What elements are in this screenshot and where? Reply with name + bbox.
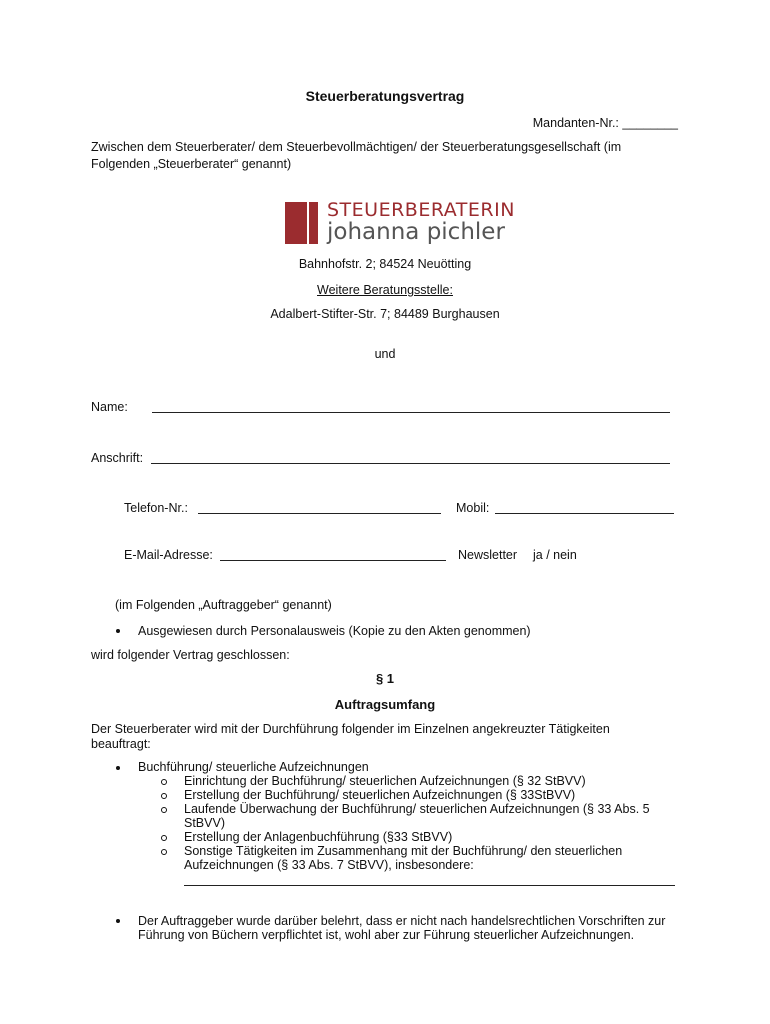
secondary-office-label: Weitere Beratungsstelle: [317, 283, 453, 297]
section-intro: Der Steuerberater wird mit der Durchführung folgender im Einzelnen angekreuzter Tätigkeiten beauftragt: [91, 722, 610, 751]
sub-item: Sonstige Tätigkeiten im Zusammenhang mit der Buchführung/ den steuerlichen Aufzeichnungen (§ 33 Abs. 7 StBVV), insbesondere: [184, 844, 623, 872]
sub-item: Einrichtung der Buchführung/ steuerlichen Aufzeichnungen (§ 32 StBVV) [184, 774, 586, 788]
mobile-input-line[interactable] [495, 513, 674, 514]
bullet-icon [116, 919, 120, 923]
other-tasks-input-line[interactable] [184, 885, 675, 886]
bullet-icon [116, 629, 120, 633]
name-label: Name: [91, 400, 128, 414]
newsletter-options[interactable]: ja / nein [533, 548, 577, 562]
id-verification-text: Ausgewiesen durch Personalausweis (Kopie zu den Akten genommen) [138, 624, 531, 638]
checkbox-circle-icon[interactable] [161, 849, 167, 855]
client-number-field[interactable]: Mandanten-Nr.: ________ [532, 116, 678, 130]
sub-item: Erstellung der Buchführung/ steuerlichen Aufzeichnungen (§ 33StBVV) [184, 788, 576, 802]
logo-mark-stripe-icon [309, 202, 318, 244]
sub-item: Laufende Überwachung der Buchführung/ steuerlichen Aufzeichnungen (§ 33 Abs. 5 StBVV) [184, 802, 650, 830]
phone-label: Telefon-Nr.: [124, 501, 188, 515]
checkbox-circle-icon[interactable] [161, 807, 167, 813]
email-input-line[interactable] [220, 560, 446, 561]
section-title: Auftragsumfang [334, 697, 436, 712]
checkbox-circle-icon[interactable] [161, 793, 167, 799]
secondary-address: Adalbert-Stifter-Str. 7; 84489 Burghausen [270, 307, 500, 321]
name-input-line[interactable] [152, 412, 670, 413]
document-title: Steuerberatungsvertrag [305, 88, 465, 104]
secondary-office-label-wrap [0, 283, 770, 297]
address-label: Anschrift: [91, 451, 144, 465]
checkbox-circle-icon[interactable] [161, 779, 167, 785]
checkbox-circle-icon[interactable] [161, 835, 167, 841]
client-designation-note: (im Folgenden „Auftraggeber“ genannt) [115, 598, 332, 612]
mobile-label: Mobil: [456, 501, 490, 515]
main-address: Bahnhofstr. 2; 84524 Neuötting [298, 257, 472, 271]
section-number: § 1 [375, 671, 395, 686]
sub-item: Erstellung der Anlagenbuchführung (§33 StBVV) [184, 830, 453, 844]
phone-input-line[interactable] [198, 513, 441, 514]
bookkeeping-notice: Der Auftraggeber wurde darüber belehrt, dass er nicht nach handelsrechtlichen Vorschriften zur Führung von Büchern verpflichtet ist, wohl aber zur Führung steuerlicher Aufzeichnungen. [138, 914, 666, 942]
logo-line-2: johanna pichler [327, 219, 505, 245]
company-logo [285, 199, 515, 247]
intro-paragraph: Zwischen dem Steuerberater/ dem Steuerbevollmächtigen/ der Steuerberatungsgesellschaft (im Folgenden „Steuerberater“ genannt) [91, 140, 622, 171]
contract-concluded-text: wird folgender Vertrag geschlossen: [91, 648, 290, 662]
newsletter-label: Newsletter [458, 548, 518, 562]
address-input-line[interactable] [151, 463, 670, 464]
logo-mark-icon [285, 202, 307, 244]
email-label: E-Mail-Adresse: [124, 548, 213, 562]
und-text: und [374, 347, 396, 361]
bullet-icon [116, 766, 120, 770]
logo-line-1: STEUERBERATERIN [327, 199, 515, 221]
main-task-item: Buchführung/ steuerliche Aufzeichnungen [138, 760, 369, 774]
